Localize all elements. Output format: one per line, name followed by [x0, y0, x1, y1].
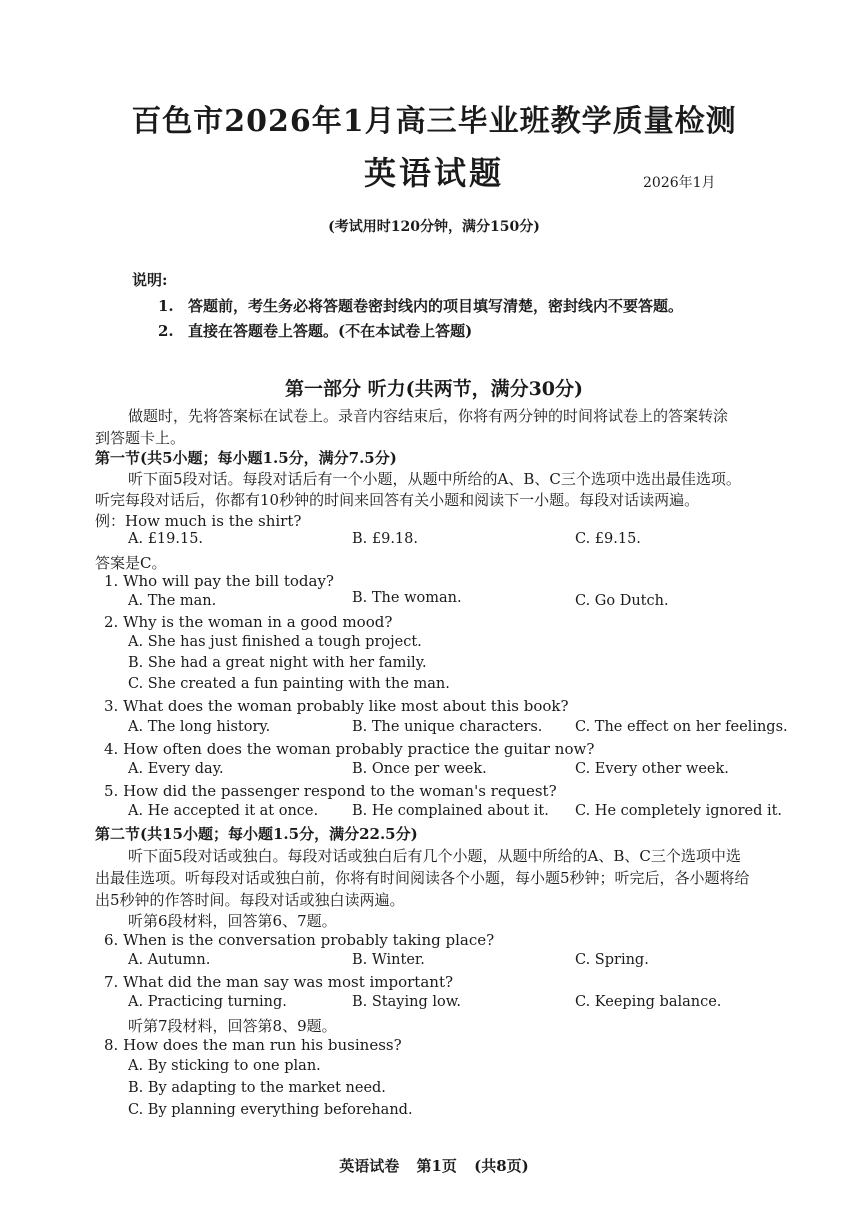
q8-option-a: A. By sticking to one plan. [128, 1058, 321, 1074]
q7-option-a: A. Practicing turning. [128, 994, 287, 1010]
section1-instruction-line2: 听完每段对话后，你都有10秒钟的时间来回答有关小题和阅读下一小题。每段对话读两遍。 [95, 491, 700, 509]
example-answer: 答案是C。 [95, 554, 167, 572]
footer-total: (共8页) [474, 1157, 529, 1175]
question-text: Who will pay the bill today? [123, 572, 334, 590]
question-text: When is the conversation probably taking place? [123, 931, 495, 949]
note-number: 1. [158, 297, 174, 315]
question-number: 3. [104, 697, 119, 715]
question-number: 5. [104, 782, 119, 800]
question-text: How does the man run his business? [123, 1036, 402, 1054]
section1-instruction-line1: 听下面5段对话。每段对话后有一个小题，从题中所给的A、B、C三个选项中选出最佳选项。 [128, 470, 741, 488]
question-number: 8. [104, 1036, 119, 1054]
q3-option-a: A. The long history. [128, 719, 271, 735]
q5-option-a: A. He accepted it at once. [128, 803, 319, 819]
question-7 [104, 973, 453, 991]
q4-option-a: A. Every day. [128, 761, 224, 777]
question-4 [104, 740, 594, 758]
example-option-a: A. £19.15. [128, 531, 204, 547]
question-3 [104, 697, 569, 715]
question-text: How did the passenger respond to the woman's request? [123, 782, 557, 800]
q1-option-a: A. The man. [128, 593, 217, 609]
note-number: 2. [158, 322, 174, 340]
question-number: 4. [104, 740, 119, 758]
question-text: How often does the woman probably practice the guitar now? [123, 740, 595, 758]
q8-option-b: B. By adapting to the market need. [128, 1080, 386, 1096]
q2-option-a: A. She has just finished a tough project. [128, 634, 422, 650]
question-1 [104, 572, 334, 590]
question-number: 1. [104, 572, 119, 590]
exam-subtitle: 英语试题 [363, 154, 504, 192]
note-text: 直接在答题卷上答题。(不在本试卷上答题) [188, 322, 473, 340]
question-5 [104, 782, 557, 800]
question-text: What did the man say was most important? [123, 973, 454, 991]
section2-instruction-line1: 听下面5段对话或独白。每段对话或独白后有几个小题，从题中所给的A、B、C三个选项中选 [128, 847, 741, 865]
question-8 [104, 1036, 402, 1054]
page-footer [0, 1155, 868, 1176]
q3-option-c: C. The effect on her feelings. [575, 719, 788, 735]
q5-option-c: C. He completely ignored it. [575, 803, 783, 819]
q6-option-a: A. Autumn. [128, 952, 211, 968]
q4-option-b: B. Once per week. [352, 761, 487, 777]
q1-option-c: C. Go Dutch. [575, 593, 669, 609]
question-number: 2. [104, 613, 119, 631]
example-question: 例：How much is the shirt? [95, 512, 302, 530]
q6-option-c: C. Spring. [575, 952, 649, 968]
q4-option-c: C. Every other week. [575, 761, 729, 777]
material-6-note: 听第6段材料，回答第6、7题。 [128, 912, 337, 930]
footer-subject: 英语试卷 [339, 1157, 400, 1175]
exam-title: 百色市2026年1月高三毕业班教学质量检测 [131, 104, 737, 139]
q7-option-c: C. Keeping balance. [575, 994, 722, 1010]
material-7-note: 听第7段材料，回答第8、9题。 [128, 1017, 337, 1035]
footer-page: 第1页 [416, 1157, 457, 1175]
q3-option-b: B. The unique characters. [352, 719, 543, 735]
exam-date: 2026年1月 [643, 175, 716, 191]
section2-instruction-line3: 出5秒钟的作答时间。每段对话或独白读两遍。 [95, 891, 405, 909]
q1-option-b: B. The woman. [352, 590, 462, 606]
question-number: 6. [104, 931, 119, 949]
section1-heading: 第一节(共5小题；每小题1.5分，满分7.5分) [95, 449, 397, 467]
note-item [158, 295, 683, 316]
question-number: 7. [104, 973, 119, 991]
note-text: 答题前，考生务必将答题卷密封线内的项目填写清楚，密封线内不要答题。 [188, 297, 684, 315]
q7-option-b: B. Staying low. [352, 994, 462, 1010]
notes-label: 说明: [132, 271, 168, 289]
q2-option-b: B. She had a great night with her family. [128, 655, 427, 671]
section2-instruction-line2: 出最佳选项。听每段对话或独白前，你将有时间阅读各个小题，每小题5秒钟；听完后，各小题将给 [95, 869, 750, 887]
q8-option-c: C. By planning everything beforehand. [128, 1102, 413, 1118]
part1-intro-line1: 做题时，先将答案标在试卷上。录音内容结束后，你将有两分钟的时间将试卷上的答案转涂 [128, 407, 729, 425]
note-item [158, 320, 472, 341]
section2-heading: 第二节(共15小题；每小题1.5分，满分22.5分) [95, 825, 418, 843]
example-option-b: B. £9.18. [352, 531, 418, 547]
q5-option-b: B. He complained about it. [352, 803, 549, 819]
exam-duration: (考试用时120分钟，满分150分) [328, 219, 540, 235]
part1-heading: 第一部分 听力(共两节，满分30分) [284, 378, 584, 400]
q6-option-b: B. Winter. [352, 952, 425, 968]
question-6 [104, 931, 494, 949]
q2-option-c: C. She created a fun painting with the man. [128, 676, 450, 692]
question-text: Why is the woman in a good mood? [123, 613, 393, 631]
example-option-c: C. £9.15. [575, 531, 641, 547]
question-2 [104, 613, 392, 631]
part1-intro-line2: 到答题卡上。 [95, 429, 186, 447]
question-text: What does the woman probably like most about this book? [123, 697, 569, 715]
